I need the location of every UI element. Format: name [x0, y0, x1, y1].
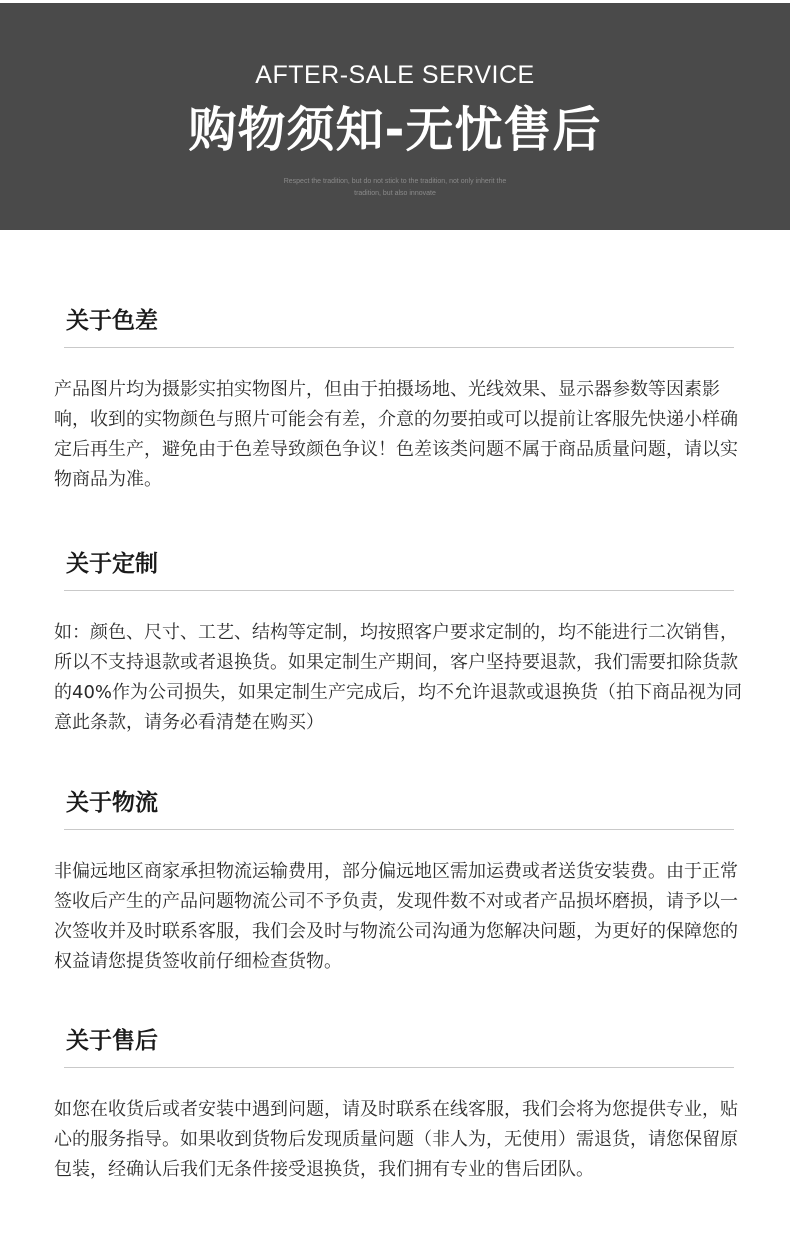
section-title: 关于色差 — [66, 308, 158, 334]
section-title: 关于物流 — [66, 790, 158, 816]
banner-subtitle-line-2: tradition, but also innovate — [354, 190, 436, 197]
section-body: 产品图片均为摄影实拍实物图片，但由于拍摄场地、光线效果、显示器参数等因素影响，收到的实物颜色与照片可能会有差，介意的勿要拍或可以提前让客服先快递小样确定后再生产，避免由于色差导致颜色争议！色差该类问题不属于商品质量问题，请以实物商品为准。 — [54, 379, 738, 490]
section-body: 如您在收货后或者安装中遇到问题，请及时联系在线客服，我们会将为您提供专业，贴心的服务指导。如果收到货物后发现质量问题（非人为，无使用）需退货，请您保留原包装，经确认后我们无条件接受退换货，我们拥有专业的售后团队。 — [54, 1099, 738, 1180]
section-title: 关于售后 — [66, 1028, 158, 1054]
section-body: 如：颜色、尺寸、工艺、结构等定制，均按照客户要求定制的，均不能进行二次销售，所以不支持退款或者退换货。如果定制生产期间，客户坚持要退款，我们需要扣除货款的40%作为公司损失，如果定制生产完成后，均不允许退款或退换货（拍下商品视为同意此条款，请务必看清楚在购买） — [54, 622, 743, 733]
banner-subtitle-line-1: Respect the tradition, but do not stick to the tradition, not only inherit the — [283, 178, 507, 185]
section-divider — [64, 1067, 734, 1068]
banner-subtitle — [255, 176, 535, 200]
section-divider — [64, 590, 734, 591]
section-divider — [64, 347, 734, 348]
section-title: 关于定制 — [66, 551, 158, 577]
header-banner — [0, 3, 790, 230]
section-body: 非偏远地区商家承担物流运输费用，部分偏远地区需加运费或者送货安装费。由于正常签收后产生的产品问题物流公司不予负责，发现件数不对或者产品损坏磨损，请予以一次签收并及时联系客服，我们会及时与物流公司沟通为您解决问题，为更好的保障您的权益请您提货签收前仔细检查货物。 — [54, 861, 738, 972]
banner-title-en: AFTER-SALE SERVICE — [255, 61, 535, 89]
section-divider — [64, 829, 734, 830]
banner-title-cn: 购物须知-无忧售后 — [188, 102, 602, 158]
